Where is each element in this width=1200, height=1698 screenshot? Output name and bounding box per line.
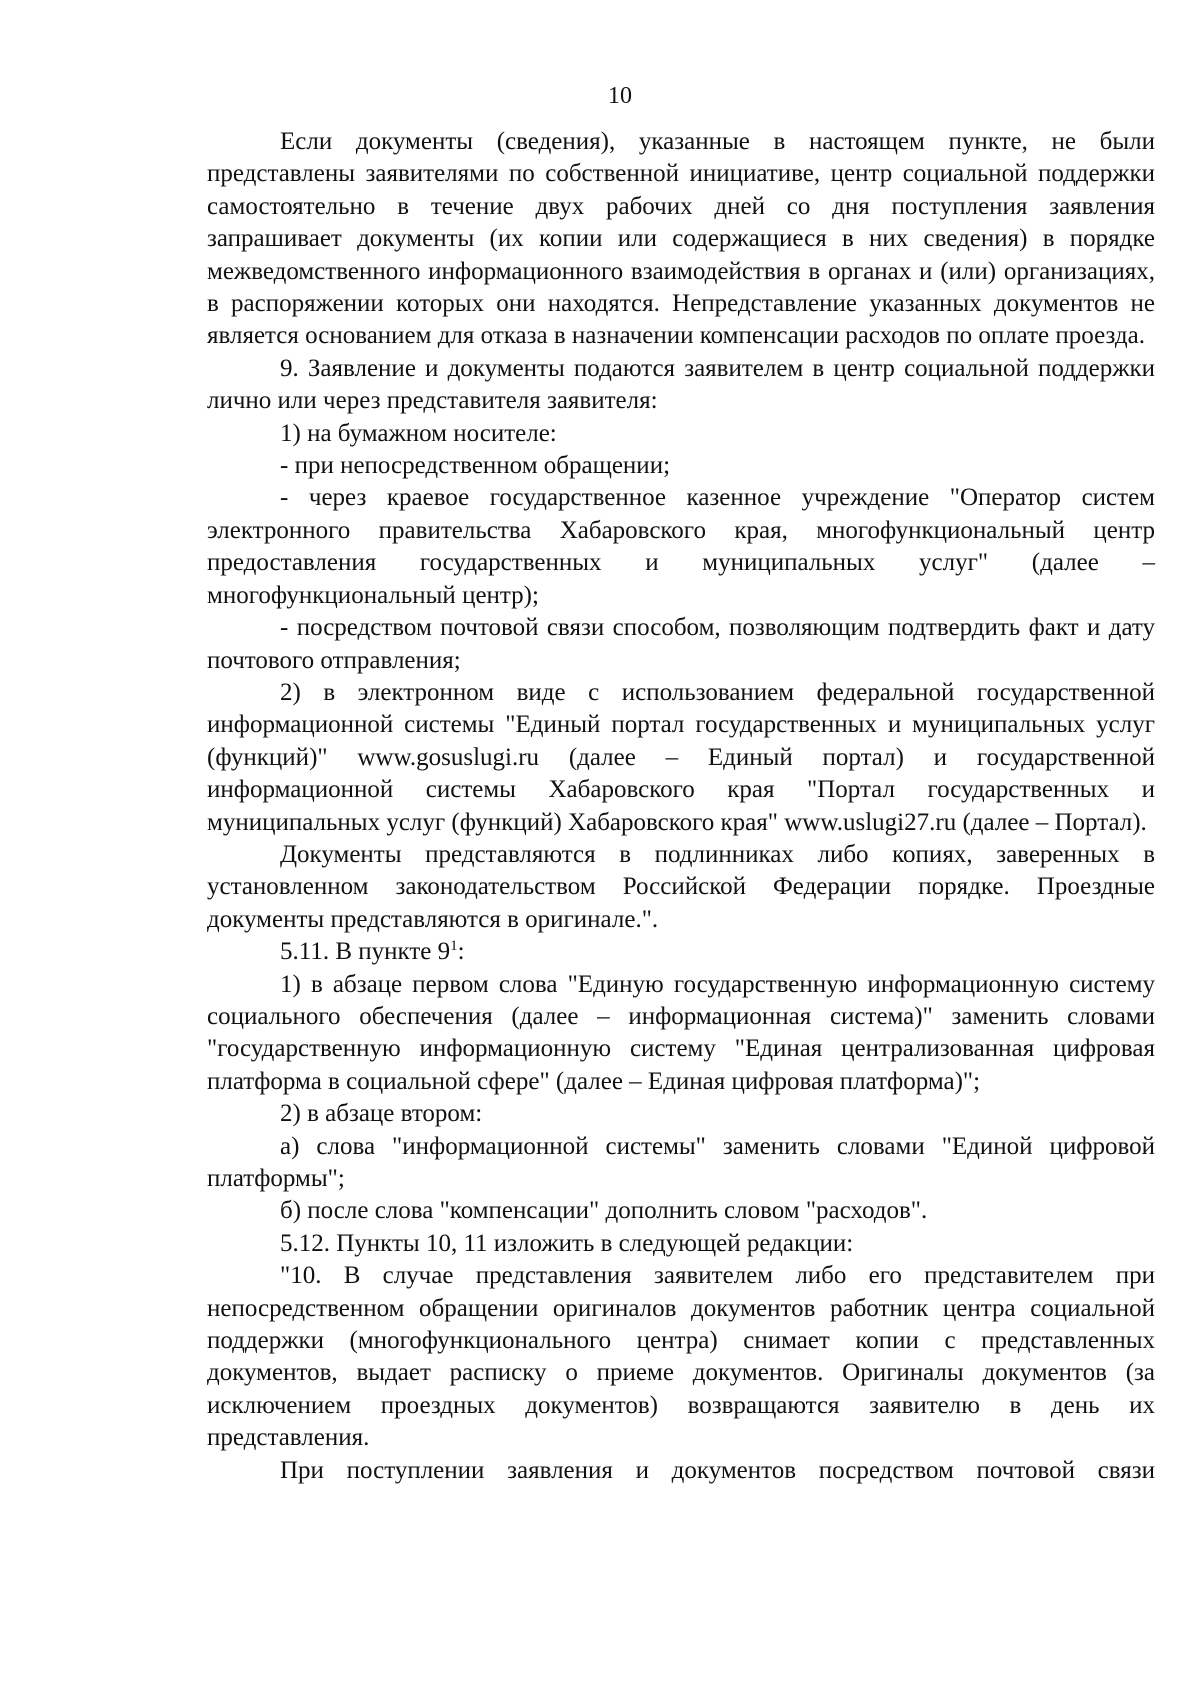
paragraph-documents-request: Если документы (сведения), указанные в настоящем пункте, не были представлены заявителями по собственной инициативе, центр социальной поддержки самостоятельно в течение двух рабочих дней со дня поступления заявления запрашивает документы (их копии или содержащиеся в них сведения) в порядке межведомственного информационного взаимодействия в органах и (или) организациях, в распоряжении которых они находятся. Непредставление указанных документов не является основанием для отказа в назначении компенсации расходов по оплате проезда. bbox=[207, 128, 1155, 350]
item-5-11-superscript: 1 bbox=[450, 938, 458, 955]
paragraph-item-a: а) слова "информационной системы" заменить словами "Единой цифровой платформы"; bbox=[207, 1132, 1155, 1192]
paragraph-postal: - посредством почтовой связи способом, позволяющим подтвердить факт и дату почтового отправления; bbox=[207, 614, 1155, 674]
paragraph-5-12: 5.12. Пункты 10, 11 изложить в следующей редакции: bbox=[280, 1229, 854, 1257]
paragraph-mfc: - через краевое государственное казенное учреждение "Оператор систем электронного правительства Хабаровского края, многофункциональный центр предоставления государственных и муниципальных услуг" (далее – многофункциональный центр); bbox=[207, 484, 1155, 609]
item-5-11-text: 5.11. В пункте 9 bbox=[280, 938, 451, 966]
paragraph-second-abzac: 2) в абзаце втором: bbox=[280, 1100, 483, 1128]
item-5-11-colon: : bbox=[457, 938, 465, 966]
paragraph-5-11 bbox=[207, 936, 1155, 968]
page-number: 10 bbox=[608, 83, 632, 109]
paragraph-item-9: 9. Заявление и документы подаются заявителем в центр социальной поддержки лично или через представителя заявителя: bbox=[207, 354, 1155, 415]
paragraph-paper-carrier: 1) на бумажном носителе: bbox=[280, 419, 557, 447]
paragraph-item-10: "10. В случае представления заявителем либо его представителем при непосредственном обращении оригиналов документов работник центра социальной поддержки (многофункционального центра) снимает копии с представленных документов, выдает расписку о приеме документов. Оригиналы документов (за исключением проездных документов) возвращаются заявителю в день их представления. bbox=[207, 1262, 1155, 1452]
paragraph-postal-receipt: При поступлении заявления и документов посредством почтовой связи bbox=[280, 1456, 1155, 1484]
paragraph-direct-appeal: - при непосредственном обращении; bbox=[280, 452, 671, 480]
paragraph-electronic: 2) в электронном виде с использованием федеральной государственной информационной системы "Единый портал государственных и муниципальных услуг (функций)" www.gosuslugi.ru (далее – Единый портал) и государственной информационной системы Хабаровского края "Портал государственных и муниципальных услуг (функций) Хабаровского края" www.uslugi27.ru (далее – Портал). bbox=[207, 678, 1155, 836]
paragraph-item-b: б) после слова "компенсации" дополнить словом "расходов". bbox=[280, 1197, 928, 1225]
document-body bbox=[207, 126, 1155, 1487]
paragraph-first-abzac: 1) в абзаце первом слова "Единую государственную информационную систему социального обеспечения (далее – информационная система)" заменить словами "государственную информационную систему "Единая централизованная цифровая платформа в социальной сфере" (далее – Единая цифровая платформа)"; bbox=[207, 970, 1155, 1095]
paragraph-originals: Документы представляются в подлинниках либо копиях, заверенных в установленном законодательством Российской Федерации порядке. Проездные документы представляются в оригинале.". bbox=[207, 840, 1155, 933]
